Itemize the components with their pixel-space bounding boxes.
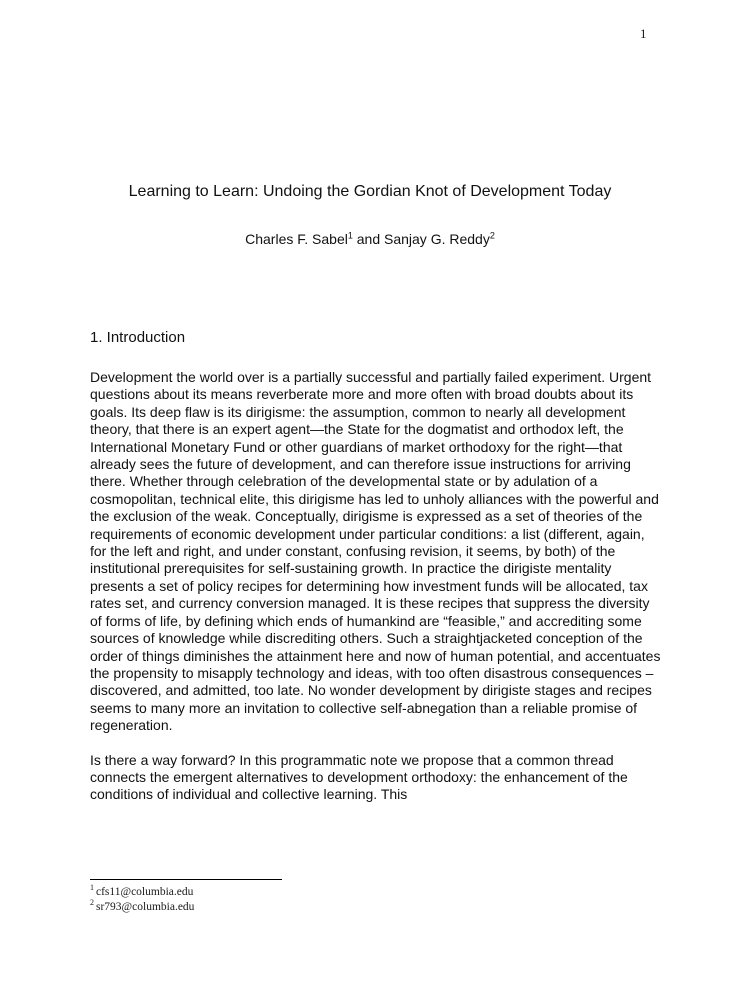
- author-1-name: Charles F. Sabel: [245, 231, 348, 247]
- page-number: 1: [640, 26, 647, 41]
- author-line: [0, 231, 740, 247]
- paper-title: Learning to Learn: Undoing the Gordian Knot of Development Today: [128, 183, 612, 200]
- footnote-1-text: cfs11@columbia.edu: [96, 886, 194, 898]
- footnote-separator-rule: [90, 879, 282, 880]
- footnote-1-marker: 1: [90, 883, 94, 893]
- footnote-block: [90, 879, 490, 915]
- footnote-2-text: sr793@columbia.edu: [96, 901, 195, 913]
- author-1-footnote-marker: 1: [347, 230, 353, 241]
- section-heading-introduction: 1. Introduction: [90, 329, 186, 346]
- author-2-footnote-marker: 2: [489, 230, 495, 241]
- author-2-name: Sanjay G. Reddy: [384, 231, 490, 247]
- author-separator: and: [352, 231, 384, 247]
- footnote-2-marker: 2: [90, 898, 94, 908]
- footnote-2: [90, 900, 490, 915]
- footnote-1: [90, 885, 490, 900]
- paragraph-2: Is there a way forward? In this programmatic note we propose that a common thread connects the emergent alternatives to development orthodoxy: the enhancement of the conditions of individual and collective learning. This: [90, 751, 628, 803]
- body-text: [90, 369, 662, 821]
- paragraph-1: Development the world over is a partially successful and partially failed experiment. Urgent questions about its means reverberate more and more often with broad doubts about its goals. Its deep flaw is its dirigisme: the assumption, common to nearly all development theory, that there is an expert agent—the State for the dogmatist and orthodox left, the International Monetary Fund or other guardians of market orthodoxy for the right—that already sees the future of development, and can therefore issue instructions for arriving there. Whether through celebration of the developmental state or by adulation of a cosmopolitan, technical elite, this dirigisme has led to unholy alliances with the powerful and the exclusion of the weak. Conceptually, dirigisme is expressed as a set of theories of the requirements of economic development under particular conditions: a list (different, again, for the left and right, and under constant, confusing revision, it seems, by both) of the institutional prerequisites for self-sustaining growth. In practice the dirigiste mentality presents a set of policy recipes for determining how investment funds will be allocated, tax rates set, and currency conversion managed. It is these recipes that suppress the diversity of forms of life, by defining which ends of humankind are “feasible,” and accrediting some sources of knowledge while discrediting others. Such a straightjacketed conception of the order of things diminishes the attainment here and now of human potential, and accentuates the propensity to misapply technology and ideas, with too often disastrous consequences – discovered, and admitted, too late. No wonder development by dirigiste stages and recipes seems to many more an invitation to collective self-abnegation than a reliable promise of regeneration.: [90, 369, 661, 734]
